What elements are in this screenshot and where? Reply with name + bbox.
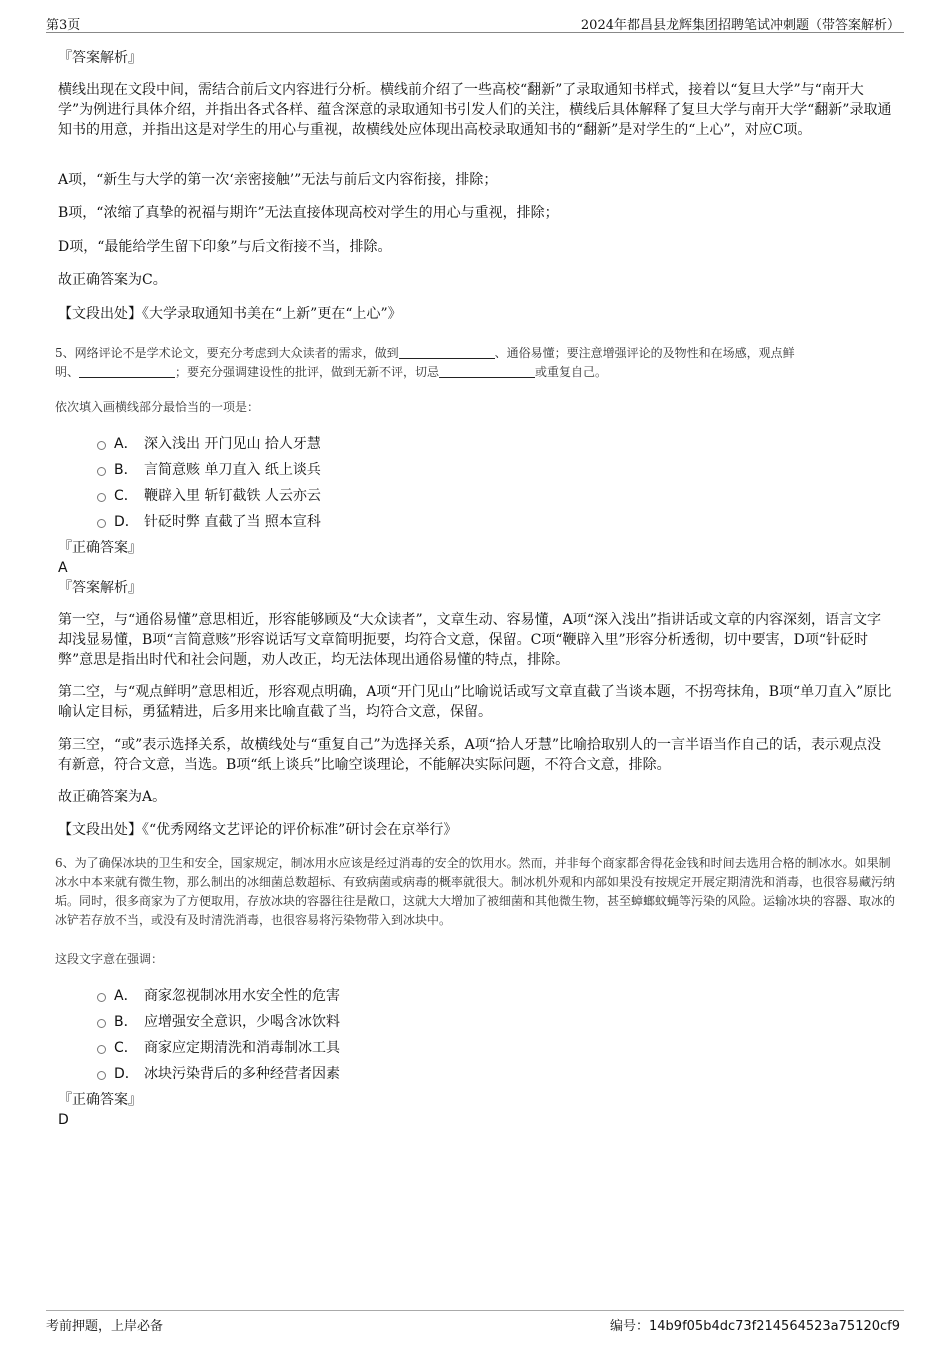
document-title: 2024年都昌县龙辉集团招聘笔试冲刺题（带答案解析） [580,18,900,33]
q4-analysis-option-b: B项，“浓缩了真挚的祝福与期许”无法直接体现高校对学生的用心与重视，排除； [58,205,559,221]
page-number: 第3页 [46,18,81,33]
q5-prompt: 依次填入画横线部分最恰当的一项是： [55,400,260,414]
q5-source: 【文段出处】《“优秀网络文艺评论的评价标准”研讨会在京举行》 [58,822,458,838]
blank-3 [439,365,535,378]
blank-2 [79,365,175,378]
radio-icon[interactable] [97,519,106,528]
blank-1 [399,346,495,359]
q5-option-d[interactable]: D． 针砭时弊 直截了当 照本宣科 [97,511,321,531]
q6-answer-title: 『正确答案』 [58,1092,142,1108]
radio-icon[interactable] [97,1071,106,1080]
q4-analysis-option-d: D项，“最能给学生留下印象”与后文衔接不当，排除。 [58,239,392,255]
q6-option-c[interactable]: C． 商家应定期清洗和消毒制冰工具 [97,1037,340,1057]
q5-analysis-title: 『答案解析』 [58,580,142,596]
radio-icon[interactable] [97,993,106,1002]
page-header [46,10,904,33]
q5-answer-title: 『正确答案』 [58,540,142,556]
q5-option-c[interactable]: C． 鞭辟入里 斩钉截铁 人云亦云 [97,485,321,505]
q4-conclusion: 故正确答案为C。 [58,272,167,288]
q4-source: 【文段出处】《大学录取通知书美在“上新”更在“上心”》 [58,306,402,322]
q6-stem: 6、为了确保冰块的卫生和安全，国家规定，制冰用水应该是经过消毒的安全的饮用水。然而，并非每个商家都舍得花金钱和时间去选用合格的制冰水。如果制冰水中本来就有微生物，那么制出的冰细菌总数超标、有致病菌或病毒的概率就很大。制冰机外观和内部如果没有按规定开展定期清洗和消毒，也很容易藏污纳垢。同时，很多商家为了方便取用，存放冰块的容器往往是敞口，这就大大增加了被细菌和其他微生物，甚至蟑螂蚊蝇等污染的风险。运输冰块的容器、取冰的冰铲若存放不当，或没有及时清洗消毒，也很容易将污染物带入到冰块中。 [55,856,896,927]
q5-analysis-p2: 第二空，与“观点鲜明”意思相近，形容观点明确，A项“开门见山”比喻说话或写文章直截了当谈本题，不拐弯抹角，B项“单刀直入”原比喻认定目标，勇猛精进，后多用来比喻直截了当，均符合文意，保留。 [58,684,892,720]
q4-analysis-option-a: A项，“新生与大学的第一次‘亲密接触’”无法与前后文内容衔接，排除； [58,172,498,188]
q5-analysis-p1: 第一空，与“通俗易懂”意思相近，形容能够顾及“大众读者”，文章生动、容易懂，A项“深入浅出”指讲话或文章的内容深刻，语言文字却浅显易懂，B项“言简意赅”形容说话写文章简明扼要，均符合文意，保留。C项“鞭辟入里”形容分析透彻，切中要害，D项“针砭时弊”意思是指出时代和社会问题，劝人改正，均无法体现出通俗易懂的特点，排除。 [58,612,882,668]
q6-option-d[interactable]: D． 冰块污染背后的多种经营者因素 [97,1063,340,1083]
radio-icon[interactable] [97,1019,106,1028]
radio-icon[interactable] [97,493,106,502]
q6-option-b[interactable]: B． 应增强安全意识，少喝含冰饮料 [97,1011,340,1031]
q5-stem: 5、网络评论不是学术论文，要充分考虑到大众读者的需求，做到 、通俗易懂；要注意增强评论的及物性和在场感，观点鲜 明、 ；要充分强调建设性的批评，做到无新不评，切忌 或重复自己。 [55,346,795,379]
q4-analysis-paragraph: 横线出现在文段中间，需结合前后文内容进行分析。横线前介绍了一些高校“翻新”了录取通知书样式，接着以“复旦大学”与“南开大学”为例进行具体介绍，并指出各式各样、蕴含深意的录取通知书引发人们的关注，横线后具体解释了复旦大学与南开大学“翻新”录取通知书的用意，并指出这是对学生的用心与重视，故横线处应体现出高校录取通知书的“翻新”是对学生的“上心”，对应C项。 [58,82,892,138]
q6-prompt: 这段文字意在强调： [55,952,164,966]
q5-conclusion: 故正确答案为A。 [58,789,167,805]
q5-option-b[interactable]: B． 言简意赅 单刀直入 纸上谈兵 [97,459,321,479]
q4-analysis-title: 『答案解析』 [58,50,142,66]
q5-answer: A [58,560,68,576]
q6-answer: D [58,1112,69,1128]
footer-slogan: 考前押题，上岸必备 [46,1319,164,1334]
document-code: 编号：14b9f05b4dc73f214564523a75120cf9 [610,1319,900,1334]
radio-icon[interactable] [97,467,106,476]
radio-icon[interactable] [97,441,106,450]
q5-option-a[interactable]: A． 深入浅出 开门见山 拾人牙慧 [97,433,321,453]
q6-option-a[interactable]: A． 商家忽视制冰用水安全性的危害 [97,985,340,1005]
page-footer [46,1310,904,1334]
radio-icon[interactable] [97,1045,106,1054]
q5-analysis-p3: 第三空，“或”表示选择关系，故横线处与“重复自己”为选择关系，A项“拾人牙慧”比喻拾取别人的一言半语当作自己的话，表示观点没有新意，符合文意，当选。B项“纸上谈兵”比喻空谈理论，不能解决实际问题，不符合文意，排除。 [58,737,882,773]
